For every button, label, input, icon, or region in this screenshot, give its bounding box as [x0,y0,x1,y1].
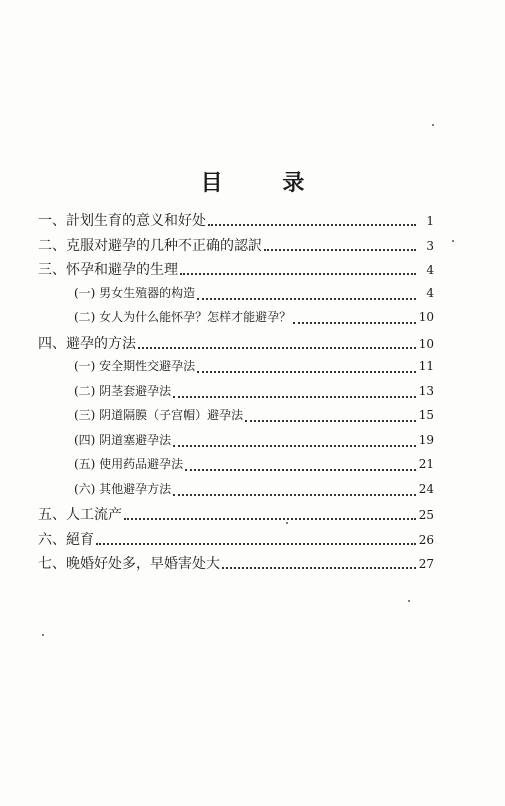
leader-dots [96,543,416,545]
toc-entry-label: 五、人工流产 [38,507,122,523]
toc-subentry[interactable] [38,357,434,382]
leader-dots [293,322,416,324]
toc-entry-label: (六) 其他避孕方法 [74,481,172,496]
toc-page-number: 25 [418,508,434,522]
toc-entry-label: 二、克服对避孕的几种不正确的認訳 [38,237,262,254]
toc-entry[interactable] [38,210,434,235]
toc-entry-label: 一、計划生育的意义和好处 [38,213,206,229]
toc-entry-label: (二) 阴茎套避孕法 [74,383,172,398]
leader-dots [208,224,416,226]
scan-speck [42,634,44,636]
page-title: 目 录 [200,171,331,196]
scan-speck [452,240,454,242]
toc-page-number: 11 [418,359,434,373]
toc-subentry[interactable] [38,480,434,505]
toc-entry-label: 七、晚婚好处多，早婚害处大 [38,556,220,572]
scan-speck [408,600,410,602]
toc-entry[interactable] [38,333,434,358]
leader-dots [173,445,416,447]
toc-entry[interactable] [38,259,434,284]
leader-dots [197,371,416,373]
toc-page-number: 15 [418,408,434,422]
leader-dots [245,420,416,422]
scan-speck [432,124,434,126]
leader-dots [222,567,416,569]
table-of-contents [38,210,434,578]
toc-page-number: 4 [426,285,434,300]
toc-page-number: 19 [418,432,434,447]
leader-dots [185,469,416,471]
leader-dots [124,518,416,520]
toc-entry-label: (一) 男女生殖器的构造 [74,285,196,300]
leader-dots [264,249,416,251]
toc-entry-label: (三) 阴道隔膜（子宫帽）避孕法 [74,408,244,422]
toc-page-number: 10 [418,310,434,324]
toc-subentry[interactable] [38,284,434,309]
toc-page-number: 27 [418,557,434,571]
toc-entry[interactable] [38,504,434,529]
scan-speck [286,522,288,524]
toc-subentry[interactable] [38,308,434,333]
toc-page-number: 21 [418,457,434,471]
leader-dots [197,298,416,300]
leader-dots [173,494,416,496]
toc-page-number: 24 [418,481,434,496]
toc-entry-label: 四、避孕的方法 [38,335,136,352]
toc-entry[interactable] [38,553,434,578]
leader-dots [180,273,416,275]
toc-entry-label: (五) 使用药品避孕法 [74,457,184,471]
toc-entry[interactable] [38,529,434,554]
toc-page-number: 3 [426,238,434,253]
toc-page-number: 1 [426,214,434,228]
toc-subentry[interactable] [38,382,434,407]
toc-subentry[interactable] [38,406,434,431]
toc-entry-label: 三、怀孕和避孕的生理 [38,262,178,278]
toc-subentry[interactable] [38,431,434,456]
toc-subentry[interactable] [38,455,434,480]
toc-entry-label: (二) 女人为什么能怀孕？怎样才能避孕？ [74,310,292,324]
leader-dots [138,347,416,349]
toc-page-number: 4 [426,263,434,277]
toc-page-number: 26 [418,532,434,547]
toc-entry[interactable] [38,235,434,260]
toc-page-number: 10 [418,336,434,351]
toc-entry-label: 六、絕育 [38,531,94,548]
toc-entry-label: (一) 安全期性交避孕法 [74,359,196,373]
toc-page-number: 13 [418,383,434,398]
toc-entry-label: (四) 阴道塞避孕法 [74,432,172,447]
leader-dots [173,396,416,398]
